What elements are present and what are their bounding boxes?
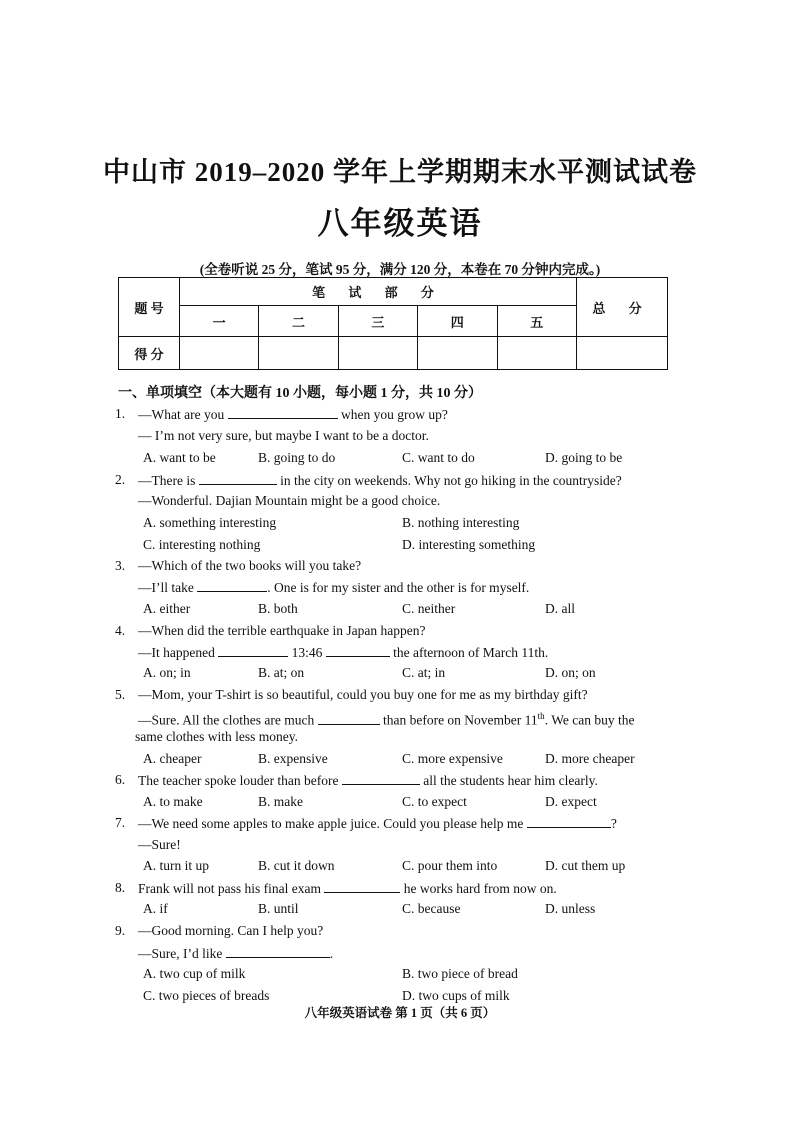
option: B. until [258, 901, 299, 916]
question-number: 1. [115, 406, 126, 421]
option: B. expensive [258, 751, 328, 766]
question-number: 5. [115, 687, 126, 702]
question-text: 13:46 [291, 645, 323, 660]
question-text: than before on November 11 [382, 712, 538, 728]
option: A. want to be [143, 450, 216, 465]
written-part-label: 笔 试 部 分 [180, 278, 577, 306]
score-cell [259, 337, 338, 370]
exam-note: (全卷听说 25 分，笔试 95 分，满分 120 分，本卷在 70 分钟内完成。) [199, 262, 601, 277]
score-table [118, 277, 668, 370]
option: B. both [258, 601, 298, 616]
question-text: —Good morning. Can I help you? [138, 923, 324, 938]
answer-blank [324, 880, 400, 893]
option: C. pour them into [402, 858, 498, 873]
column-header: 五 [497, 306, 577, 337]
option: D. going to be [545, 450, 623, 465]
score-cell [338, 337, 417, 370]
option: B. nothing interesting [402, 515, 520, 530]
total-label: 总 分 [577, 278, 668, 337]
question-text: —It happened [138, 645, 215, 660]
score-cell [418, 337, 497, 370]
answer-blank [342, 772, 420, 785]
option: C. want to do [402, 450, 475, 465]
question-text: —Wonderful. Dajian Mountain might be a good choice. [138, 493, 441, 508]
question-text: —Sure! [138, 837, 181, 852]
option: D. cut them up [545, 858, 626, 873]
question-text: when you grow up? [340, 407, 448, 422]
question-text: The teacher spoke louder than before [138, 773, 339, 788]
question-text: . We can buy the [544, 712, 635, 728]
answer-blank [318, 712, 380, 725]
exam-title: 中山市 2019–2020 学年上学期期末水平测试试卷 [103, 157, 697, 187]
question-text: Frank will not pass his final exam [138, 881, 321, 896]
option: A. two cup of milk [143, 966, 246, 981]
option: B. cut it down [258, 858, 335, 873]
option: A. either [143, 601, 191, 616]
answer-blank [218, 644, 288, 657]
column-header: 二 [259, 306, 338, 337]
question-text: same clothes with less money. [135, 729, 298, 744]
option: D. interesting something [402, 537, 536, 552]
question-text: —Mom, your T-shirt is so beautiful, could you buy one for me as my birthday gift? [138, 687, 588, 702]
question-number: 9. [115, 923, 126, 938]
option: A. cheaper [143, 751, 202, 766]
option: D. all [545, 601, 575, 616]
section-heading: 一、单项填空（本大题有 10 小题，每小题 1 分，共 10 分） [118, 386, 482, 401]
column-header: 三 [338, 306, 417, 337]
answer-blank [326, 644, 390, 657]
question-number: 8. [115, 880, 126, 895]
answer-blank [199, 472, 277, 485]
question-text: —Sure, I’d like [138, 946, 223, 961]
column-header: 一 [180, 306, 259, 337]
question-text: —There is [138, 473, 196, 488]
option: C. neither [402, 601, 456, 616]
question-text: —What are you [138, 407, 225, 422]
question-text: in the city on weekends. Why not go hiking in the countryside? [280, 473, 622, 488]
question-number: 6. [115, 772, 126, 787]
exam-subject: 八年级英语 [317, 206, 483, 241]
answer-blank [226, 945, 330, 958]
option: C. to expect [402, 794, 467, 809]
question-number: 3. [115, 558, 126, 573]
option: C. interesting nothing [143, 537, 261, 552]
score-cell [497, 337, 577, 370]
ordinal-suffix: th [537, 711, 545, 721]
total-score-cell [577, 337, 668, 370]
answer-blank [197, 579, 267, 592]
option: A. something interesting [143, 515, 277, 530]
option: B. at; on [258, 665, 305, 680]
question-text: —When did the terrible earthquake in Japan happen? [138, 623, 426, 638]
question-text: the afternoon of March 11th. [393, 645, 549, 660]
question-number: 2. [115, 472, 126, 487]
question-number-label: 题 号 [119, 278, 180, 337]
option: D. two cups of milk [402, 988, 510, 1003]
option: C. at; in [402, 665, 446, 680]
option: A. if [143, 901, 168, 916]
option: D. expect [545, 794, 597, 809]
option: A. turn it up [143, 858, 209, 873]
question-number: 7. [115, 815, 126, 830]
option: D. more cheaper [545, 751, 635, 766]
answer-blank [228, 406, 338, 419]
question-text: he works hard from now on. [403, 881, 557, 896]
option: A. to make [143, 794, 203, 809]
question-text: . [329, 946, 334, 961]
option: D. unless [545, 901, 596, 916]
question-text: —Sure. All the clothes are much [138, 712, 315, 728]
question-text: —Which of the two books will you take? [138, 558, 362, 573]
option: C. more expensive [402, 751, 503, 766]
question-text: —We need some apples to make apple juice. Could you please help me [138, 816, 524, 831]
page-footer: 八年级英语试卷 第 1 页（共 6 页） [304, 1006, 496, 1020]
option: A. on; in [143, 665, 191, 680]
question-text: —I’ll take [138, 580, 194, 595]
question-text: — I’m not very sure, but maybe I want to be a doctor. [138, 428, 429, 443]
option: C. because [402, 901, 461, 916]
option: B. going to do [258, 450, 336, 465]
answer-blank [527, 815, 611, 828]
score-cell [180, 337, 259, 370]
option: D. on; on [545, 665, 596, 680]
question-text: ? [610, 816, 617, 831]
question-text: . One is for my sister and the other is for myself. [267, 580, 530, 595]
option: B. two piece of bread [402, 966, 518, 981]
column-header: 四 [418, 306, 497, 337]
option: C. two pieces of breads [143, 988, 270, 1003]
score-label: 得 分 [119, 337, 180, 370]
question-number: 4. [115, 623, 126, 638]
option: B. make [258, 794, 303, 809]
question-text: all the students hear him clearly. [423, 773, 598, 788]
